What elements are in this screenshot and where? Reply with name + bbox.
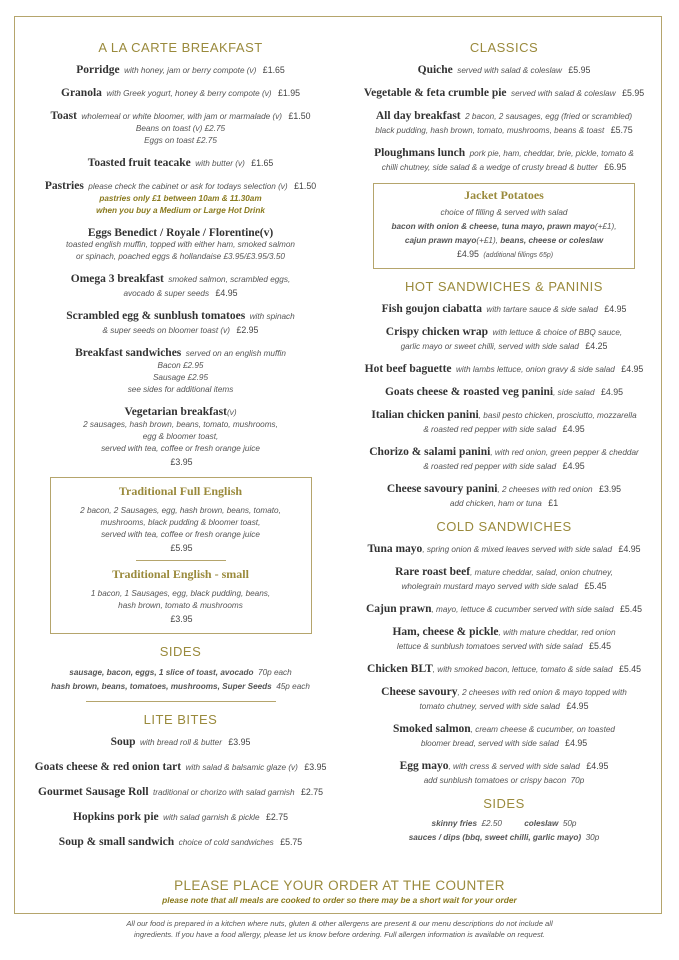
full-english-title: Traditional Full English [118,484,243,498]
item-price: £1.65 [251,158,274,168]
item-desc: , basil pesto chicken, prosciutto, mozzarella [478,411,637,420]
side-item: skinny fries [431,819,478,828]
item-price: £1.50 [294,181,317,191]
item-desc: , side salad [553,388,595,397]
promo-text: pastries only £1 between 10am & 11.30am [99,194,262,203]
item-suffix: (v) [227,408,237,417]
menu-item-quiche [347,63,661,77]
menu-item-sausage-roll [18,785,343,799]
sides-line: sausage, bacon, eggs, 1 slice of toast, avocado [69,668,254,677]
menu-item-cajun-prawn [347,602,661,616]
menu-item-chorizo-panini [347,445,661,473]
sides-line: hash brown, beans, tomatoes, mushrooms, Super Seeds [51,682,272,691]
menu-item-cheese-panini [347,482,661,510]
item-name: Scrambled egg & sunblush tomatoes [66,310,246,322]
item-name: Pastries [44,180,84,192]
item-price: £4.95 [586,761,609,771]
item-desc: with salad & balsamic glaze (v) [185,763,298,772]
item-desc: 2 bacon, 2 sausages, egg (fried or scrambled) [465,112,633,121]
full-english-box [50,477,312,634]
item-desc: avocado & super seeds [123,289,210,298]
item-desc: choice of cold sandwiches [178,838,274,847]
item-price: £1.50 [288,111,311,121]
item-price: £4.95 [566,701,589,711]
item-desc: pork pie, ham, cheddar, brie, pickle, tomato & [469,149,634,158]
left-column [18,40,343,858]
item-desc: , with red onion, green pepper & cheddar [490,448,639,457]
jacket-line: cajun prawn mayo [404,236,477,245]
lite-bites-heading: LITE BITES [143,712,218,727]
item-price: £4.95 [621,364,644,374]
divider [86,701,276,702]
item-desc: with lambs lettuce, onion gravy & side salad [456,365,615,374]
allergen-text: ingredients. If you have a food allergy, please let us know before ordering. Full allergen information is available on request. [133,930,545,939]
menu-item-roast-beef [347,565,661,593]
divider [136,560,226,561]
order-note: please note that all meals are cooked to order so there may be a short wait for your order [162,895,517,905]
menu-item-vegetarian [18,405,343,468]
item-name: Chorizo & salami panini [369,446,491,458]
item-desc: served on an english muffin [185,349,286,358]
item-price: £4.95 [215,288,238,298]
item-desc: chilli chutney, side salad & a wedge of crusty bread & butter [381,163,598,172]
item-desc: tomato chutney, served with side salad [419,702,560,711]
menu-item-italian-panini [347,408,661,436]
item-price: 70p [570,776,585,785]
menu-item-pork-pie [18,810,343,824]
item-name: Goats cheese & roasted veg panini [384,386,554,398]
item-name: Egg mayo [399,760,449,772]
item-price: £4.95 [601,387,624,397]
item-price: £2.75 [300,787,323,797]
small-english-desc: 1 bacon, 1 Sausages, egg, black pudding, beans, [90,589,271,598]
menu-item-scrambled-egg [18,309,343,337]
item-desc: egg & bloomer toast, [142,432,219,441]
item-desc: with spinach [249,312,295,321]
item-desc: traditional or chorizo with salad garnish [152,788,295,797]
item-extra: Beans on toast (v) £2.75 [135,124,226,133]
item-price: £2.95 [236,325,259,335]
menu-item-chicken-wrap [347,325,661,353]
item-price: £6.95 [604,162,627,172]
side-item: sauces / dips (bbq, sweet chilli, garlic mayo) [408,833,582,842]
item-name: Ham, cheese & pickle [392,626,499,638]
item-desc: with butter (v) [195,159,245,168]
item-desc: with Greek yogurt, honey & berry compote (v) [106,89,272,98]
item-price: £4.95 [618,544,641,554]
menu-item-tuna-mayo [347,542,661,556]
item-price: £5.75 [610,125,633,135]
menu-item-chicken-blt [347,662,661,676]
full-english-desc: served with tea, coffee or fresh orange juice [101,530,260,539]
jacket-line: bacon with onion & cheese, tuna mayo, prawn mayo [391,222,595,231]
full-english-desc: 2 bacon, 2 Sausages, egg, hash brown, beans, tomato, [80,506,281,515]
item-desc: wholemeal or white bloomer, with jam or marmalade (v) [81,112,283,121]
item-desc: , spring onion & mixed leaves served with side salad [422,545,613,554]
item-desc: with honey, jam or berry compote (v) [124,66,257,75]
item-desc: wholegrain mustard mayo served with side salad [401,582,579,591]
menu-item-goats-tart [18,760,343,774]
item-name: Tuna mayo [367,543,423,555]
item-desc: , with smoked bacon, lettuce, tomato & side salad [432,665,613,674]
item-desc: with bread roll & butter [140,738,222,747]
item-desc: , cream cheese & cucumber, on toasted [470,725,615,734]
jacket-surcharge: (+£1), [594,222,617,231]
item-name: Breakfast sandwiches [75,347,182,359]
menu-item-fish-goujon [347,302,661,316]
sides-list [18,665,343,693]
item-name: Rare roast beef [395,566,471,578]
item-price: £2.75 [266,812,289,822]
item-desc: please check the cabinet or ask for todays selection (v) [88,182,288,191]
item-desc: or spinach, poached eggs & hollandaise £3.95/£3.95/3.50 [76,252,285,261]
item-desc: , mayo, lettuce & cucumber served with side salad [431,605,614,614]
item-name: Italian chicken panini [371,409,479,421]
menu-item-cheese-savoury [347,685,661,713]
item-price: £3.95 [170,457,193,467]
item-name: Granola [61,87,102,99]
order-banner [14,878,665,905]
item-price: £5.95 [622,88,645,98]
item-price: £3.95 [304,762,327,772]
item-desc: add chicken, ham or tuna [449,499,542,508]
item-name: Eggs Benedict / Royale / Florentine(v) [87,227,274,239]
menu-item-soup-sandwich [18,835,343,849]
right-column [347,40,661,844]
item-desc: , with mature cheddar, red onion [498,628,616,637]
full-english-desc: mushrooms, black pudding & bloomer toast, [100,518,261,527]
sides-right-heading: SIDES [483,796,525,811]
item-name: Crispy chicken wrap [385,326,489,338]
item-price: £1 [548,498,559,508]
item-name: Cheese savoury [381,686,458,698]
item-option: Bacon £2.95 [157,361,204,370]
jacket-surcharge: (+£1), [476,236,498,245]
item-price: £5.75 [280,837,303,847]
item-desc: , with cress & served with side salad [448,762,580,771]
cold-sandwiches-heading: COLD SANDWICHES [436,519,572,534]
item-extra: Eggs on toast £2.75 [144,136,217,145]
menu-item-ploughmans [347,146,661,174]
item-name: Cajun prawn [365,603,432,615]
item-name: Smoked salmon [393,723,471,735]
item-name: Vegetable & feta crumble pie [363,87,507,99]
item-name: Ploughmans lunch [374,147,466,159]
order-heading: PLEASE PLACE YOUR ORDER AT THE COUNTER [174,878,505,893]
sides-price: 45p each [276,682,310,691]
jacket-line: beans, cheese or coleslaw [497,236,604,245]
side-price: 30p [585,833,600,842]
item-price: £5.45 [584,581,607,591]
item-price: £4.95 [562,461,585,471]
sides-price: 70p each [258,668,292,677]
allergen-info [14,918,665,940]
menu-item-omega [18,272,343,300]
menu-item-granola [18,86,343,100]
allergen-text: All our food is prepared in a kitchen where nuts, gluten & other allergens are present & our menu descriptions do not include all [126,919,553,928]
menu-item-all-day-breakfast [347,109,661,137]
item-desc: , 2 cheeses with red onion & mayo topped with [457,688,627,697]
sides-right-list [347,816,661,844]
item-desc: lettuce & sunblush tomatoes served with side salad [396,642,583,651]
menu-item-crumble-pie [347,86,661,100]
item-name: Cheese savoury panini [386,483,498,495]
item-desc: , 2 cheeses with red onion [497,485,593,494]
hot-sandwiches-heading: HOT SANDWICHES & PANINIS [405,279,603,294]
menu-item-egg-mayo [347,759,661,787]
item-desc: with lettuce & choice of BBQ sauce, [492,328,623,337]
small-english-title: Traditional English - small [112,567,249,581]
item-price: £1.65 [262,65,285,75]
item-price: £5.95 [568,65,591,75]
item-name: Fish goujon ciabatta [381,303,482,315]
small-english-price: £3.95 [170,614,193,624]
side-price: £2.50 [481,819,502,828]
item-desc: served with salad & coleslaw [510,89,616,98]
promo-text: when you buy a Medium or Large Hot Drink [96,206,265,215]
side-item: coleslaw [524,819,559,828]
item-desc: smoked salmon, scrambled eggs, [168,275,291,284]
menu-item-soup [18,735,343,749]
menu-item-porridge [18,63,343,77]
menu-item-pastries [18,179,343,217]
side-price: 50p [562,819,577,828]
item-name: Omega 3 breakfast [70,273,164,285]
item-desc: & roasted red pepper with side salad [423,425,557,434]
full-english-price: £5.95 [170,543,193,553]
menu-item-goats-panini [347,385,661,399]
item-name: Hopkins pork pie [72,811,159,823]
item-name: Soup [110,736,136,748]
item-desc: toasted english muffin, topped with either ham, smoked salmon [66,240,295,249]
item-name: Toast [50,110,77,122]
menu-item-ham-cheese [347,625,661,653]
item-price: £4.95 [562,424,585,434]
item-name: Hot beef baguette [364,363,452,375]
jacket-price: £4.95 [456,249,479,259]
classics-heading: CLASSICS [469,40,539,55]
item-name: Soup & small sandwich [58,836,175,848]
item-desc: , mature cheddar, salad, onion chutney, [470,568,613,577]
menu-item-teacake [18,156,343,170]
item-desc: 2 sausages, hash brown, beans, tomato, mushrooms, [83,420,278,429]
item-name: Chicken BLT [367,663,433,675]
item-price: £4.25 [585,341,608,351]
item-desc: served with salad & coleslaw [457,66,562,75]
item-name: Vegetarian breakfast [124,406,227,418]
jacket-potatoes-box [373,183,635,269]
item-option: Sausage £2.95 [152,373,209,382]
item-desc: bloomer bread, served with side salad [420,739,559,748]
item-desc: garlic mayo or sweet chilli, served with side salad [400,342,579,351]
item-name: Gourmet Sausage Roll [38,786,149,798]
item-desc: with salad garnish & pickle [163,813,260,822]
item-price: £1.95 [277,88,300,98]
sides-heading: SIDES [159,644,202,659]
menu-item-smoked-salmon [347,722,661,750]
item-note: see sides for additional items [127,385,234,394]
item-price: £5.45 [618,664,641,674]
item-desc: with tartare sauce & side salad [486,305,598,314]
breakfast-heading: A LA CARTE BREAKFAST [98,40,263,55]
item-name: Porridge [76,64,120,76]
item-price: £5.45 [589,641,612,651]
item-name: Goats cheese & red onion tart [34,761,182,773]
menu-item-breakfast-sandwiches [18,346,343,396]
small-english-desc: hash brown, tomato & mushrooms [118,601,243,610]
item-desc: black pudding, hash brown, tomato, mushrooms, beans & toast [375,126,605,135]
jacket-note: (additional fillings 65p) [483,252,554,259]
item-desc: served with tea, coffee or fresh orange juice [101,444,260,453]
jacket-line: choice of filling & served with salad [440,208,568,217]
item-desc: & roasted red pepper with side salad [423,462,557,471]
item-name: Toasted fruit teacake [87,157,191,169]
item-price: £5.45 [619,604,642,614]
item-name: Quiche [417,64,453,76]
item-desc: & super seeds on bloomer toast (v) [102,326,230,335]
item-desc: add sunblush tomatoes or crispy bacon [423,776,567,785]
jacket-potatoes-title: Jacket Potatoes [464,188,544,202]
menu-item-eggs-benedict [18,226,343,263]
item-price: £3.95 [228,737,251,747]
item-price: £4.95 [604,304,627,314]
menu-item-beef-baguette [347,362,661,376]
item-price: £3.95 [599,484,622,494]
item-name: All day breakfast [375,110,461,122]
menu-item-toast [18,109,343,147]
item-price: £4.95 [565,738,588,748]
